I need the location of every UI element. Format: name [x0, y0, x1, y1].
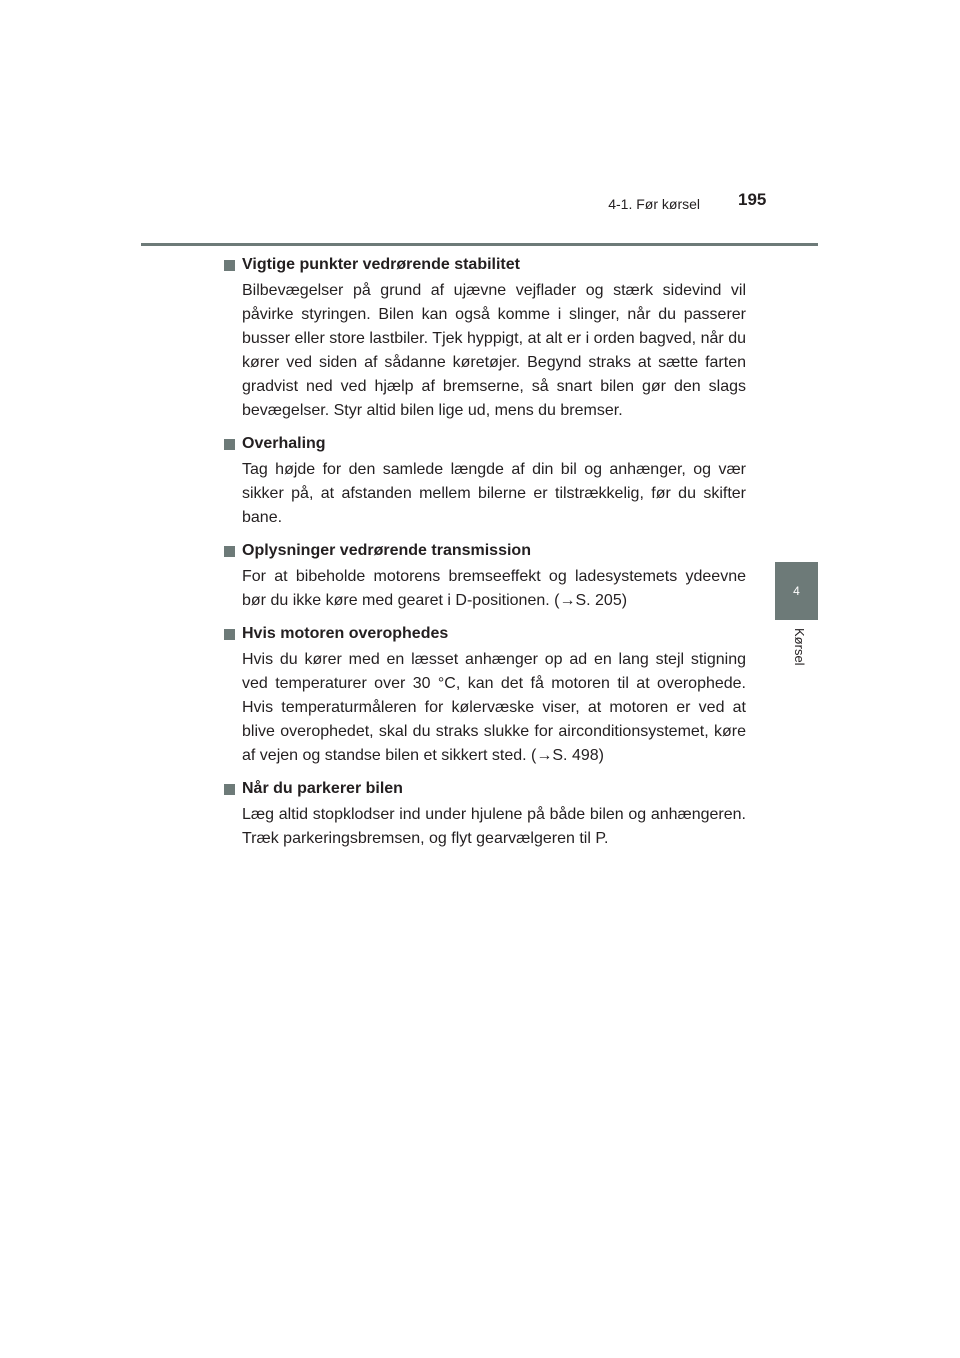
section-title: Når du parkerer bilen — [242, 780, 403, 797]
square-bullet-icon — [224, 439, 235, 450]
header-section-title: 4-1. Før kørsel — [608, 196, 700, 212]
header-divider — [141, 243, 818, 246]
section-body: For at bibeholde motorens bremseeffekt og ladesystemets ydeevne bør du ikke køre med gearet i D-positionen. (→S. 205) — [242, 568, 746, 609]
section-body: Tag højde for den samlede længde af din bil og anhænger, og vær sikker på, at afstanden mellem bilerne er tilstrækkelig, før du skifter bane. — [242, 461, 746, 526]
square-bullet-icon — [224, 629, 235, 640]
section-stability — [224, 254, 746, 423]
section-body: Læg altid stopklodser ind under hjulene på både bilen og anhængeren. Træk parkeringsbremsen, og flyt gearvælgeren til P. — [242, 806, 746, 847]
square-bullet-icon — [224, 546, 235, 557]
chapter-tab-label: Kørsel — [792, 628, 807, 666]
section-body: Bilbevægelser på grund af ujævne vejflader og stærk sidevind vil påvirke styringen. Bilen kan også komme i slinger, når du passerer busser eller store lastbiler. Tjek hyppigt, at alt er i orden bagved, når du kører ved siden af sådanne køretøjer. Begynd straks at sætte farten gradvist ned ved hjælp af bremserne, så snart bilen gør den slags bevægelser. Styr altid bilen lige ud, mens du bremser. — [242, 282, 746, 419]
section-title: Oplysninger vedrørende transmission — [242, 542, 531, 559]
section-body: Hvis du kører med en læsset anhænger op ad en lang stejl stigning ved temperaturer over 30 °C, kan det få motoren til at overophede. Hvis temperaturmåleren for kølervæske viser, at motoren er ved at blive overophedet, skal du straks slukke for airconditionsystemet, køre af vejen og standse bilen et sikkert sted. (→S. 498) — [242, 651, 746, 764]
section-parking — [224, 778, 746, 851]
section-overtaking — [224, 433, 746, 530]
chapter-tab: 4 — [775, 562, 818, 620]
square-bullet-icon — [224, 784, 235, 795]
square-bullet-icon — [224, 260, 235, 271]
section-title: Vigtige punkter vedrørende stabilitet — [242, 256, 520, 273]
main-content — [224, 254, 746, 861]
section-transmission — [224, 540, 746, 613]
page-number: 195 — [738, 190, 767, 209]
section-title: Overhaling — [242, 435, 326, 452]
section-title: Hvis motoren overophedes — [242, 625, 449, 642]
section-overheating — [224, 623, 746, 768]
